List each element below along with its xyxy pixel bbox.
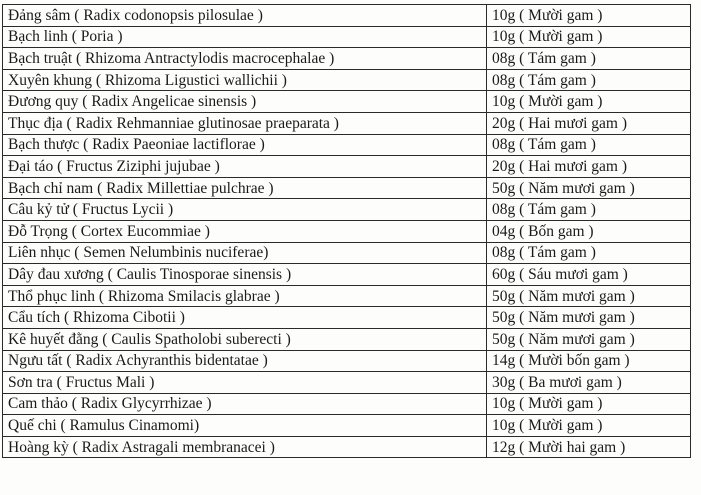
herb-name-cell: Câu kỷ tử ( Fructus Lycii ) [3, 199, 487, 221]
dose-cell: 20g ( Hai mươi gam ) [487, 156, 691, 178]
table-row [3, 26, 691, 48]
table-row [3, 307, 691, 329]
herb-name-cell: Dây đau xương ( Caulis Tinosporae sinensis ) [3, 264, 487, 286]
table-row [3, 242, 691, 264]
herb-name-cell: Đỗ Trọng ( Cortex Eucommiae ) [3, 220, 487, 242]
herb-name-cell: Đại táo ( Fructus Ziziphi jujubae ) [3, 156, 487, 178]
table-row [3, 48, 691, 70]
table-row [3, 134, 691, 156]
herb-name-cell: Hoàng kỳ ( Radix Astragali membranacei ) [3, 436, 487, 458]
herb-name-cell: Sơn tra ( Fructus Mali ) [3, 372, 487, 394]
table-row [3, 350, 691, 372]
dose-cell: 50g ( Năm mươi gam ) [487, 307, 691, 329]
table-row [3, 372, 691, 394]
dose-cell: 10g ( Mười gam ) [487, 5, 691, 27]
herb-name-cell: Bạch chỉ nam ( Radix Millettiae pulchrae ) [3, 177, 487, 199]
dose-cell: 10g ( Mười gam ) [487, 393, 691, 415]
herb-name-cell: Đương quy ( Radix Angelicae sinensis ) [3, 91, 487, 113]
dose-cell: 08g ( Tám gam ) [487, 242, 691, 264]
herb-name-cell: Đảng sâm ( Radix codonopsis pilosulae ) [3, 5, 487, 27]
dose-cell: 50g ( Năm mươi gam ) [487, 285, 691, 307]
dose-cell: 14g ( Mười bốn gam ) [487, 350, 691, 372]
herb-name-cell: Thổ phục linh ( Rhizoma Smilacis glabrae ) [3, 285, 487, 307]
dose-cell: 10g ( Mười gam ) [487, 415, 691, 437]
dose-cell: 30g ( Ba mươi gam ) [487, 372, 691, 394]
dose-cell: 10g ( Mười gam ) [487, 91, 691, 113]
herb-name-cell: Bạch thược ( Radix Paeoniae lactiflorae ) [3, 134, 487, 156]
table-row [3, 177, 691, 199]
dose-cell: 50g ( Năm mươi gam ) [487, 328, 691, 350]
herb-name-cell: Ngưu tất ( Radix Achyranthis bidentatae ) [3, 350, 487, 372]
herb-name-cell: Cam thảo ( Radix Glycyrrhizae ) [3, 393, 487, 415]
table-row [3, 436, 691, 458]
table-row [3, 112, 691, 134]
table-row [3, 285, 691, 307]
table-row [3, 156, 691, 178]
dose-cell: 20g ( Hai mươi gam ) [487, 112, 691, 134]
table-row [3, 328, 691, 350]
dose-cell: 04g ( Bốn gam ) [487, 220, 691, 242]
herb-table-body [3, 5, 691, 458]
dose-cell: 60g ( Sáu mươi gam ) [487, 264, 691, 286]
herb-name-cell: Thục địa ( Radix Rehmanniae glutinosae praeparata ) [3, 112, 487, 134]
dose-cell: 10g ( Mười gam ) [487, 26, 691, 48]
herb-name-cell: Bạch truật ( Rhizoma Antractylodis macrocephalae ) [3, 48, 487, 70]
dose-cell: 08g ( Tám gam ) [487, 69, 691, 91]
herb-name-cell: Kê huyết đằng ( Caulis Spatholobi suberecti ) [3, 328, 487, 350]
dose-cell: 08g ( Tám gam ) [487, 134, 691, 156]
table-row [3, 199, 691, 221]
table-row [3, 91, 691, 113]
table-row [3, 415, 691, 437]
herb-name-cell: Liên nhục ( Semen Nelumbinis nuciferae) [3, 242, 487, 264]
dose-cell: 08g ( Tám gam ) [487, 199, 691, 221]
herb-name-cell: Bạch linh ( Poria ) [3, 26, 487, 48]
herb-name-cell: Cẩu tích ( Rhizoma Cibotii ) [3, 307, 487, 329]
herb-name-cell: Quế chi ( Ramulus Cinamomi) [3, 415, 487, 437]
table-row [3, 220, 691, 242]
dose-cell: 50g ( Năm mươi gam ) [487, 177, 691, 199]
dose-cell: 08g ( Tám gam ) [487, 48, 691, 70]
herb-dosage-table [2, 4, 691, 458]
table-row [3, 264, 691, 286]
table-row [3, 69, 691, 91]
table-row [3, 5, 691, 27]
herb-name-cell: Xuyên khung ( Rhizoma Ligustici wallichii ) [3, 69, 487, 91]
dose-cell: 12g ( Mười hai gam ) [487, 436, 691, 458]
table-row [3, 393, 691, 415]
